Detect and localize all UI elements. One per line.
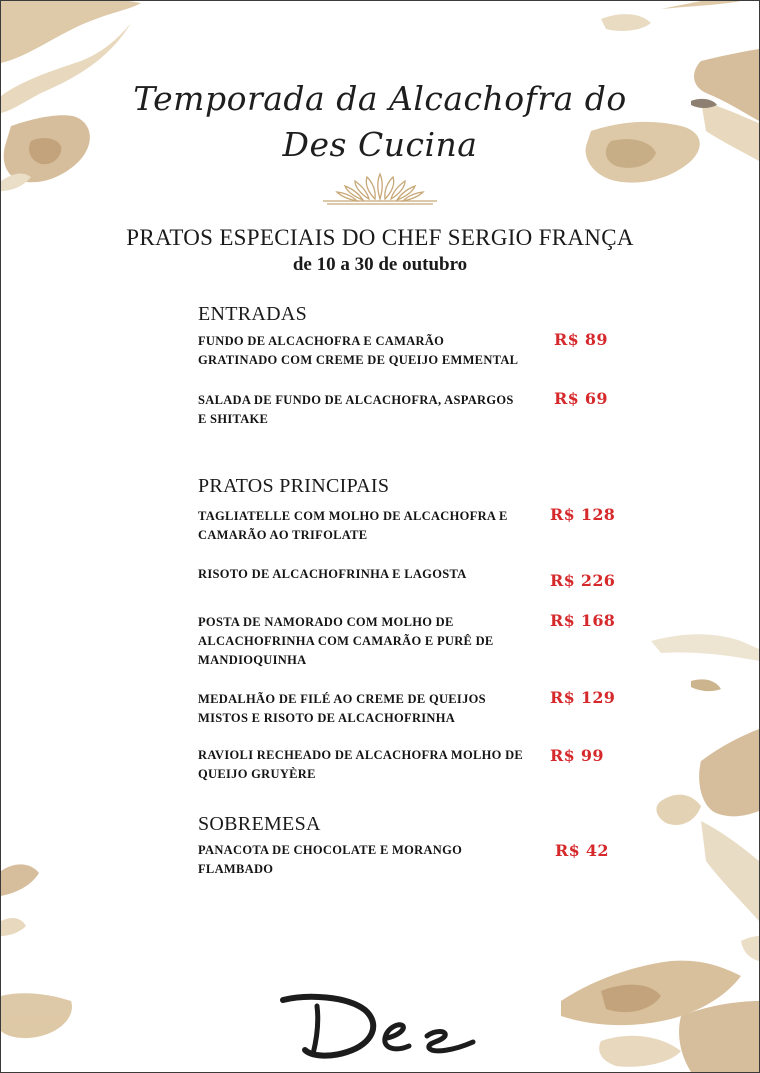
- menu-item-name: [198, 613, 538, 670]
- menu-item-price: R$ 226: [550, 571, 616, 590]
- des-cucina-logo: [277, 986, 487, 1062]
- menu-item-line: FLAMBADO: [198, 862, 274, 876]
- menu-item-line: ALCACHOFRINHA COM CAMARÃO E PURÊ DE: [198, 634, 494, 648]
- menu-item-name: [198, 332, 538, 370]
- menu-item-name: [198, 841, 538, 879]
- menu-item-name: [198, 565, 538, 584]
- menu-item-price: R$ 168: [550, 611, 616, 630]
- menu-item-price: R$ 129: [550, 688, 616, 707]
- menu-item-line: CAMARÃO AO TRIFOLATE: [198, 528, 368, 542]
- section-title-sobremesa: SOBREMESA: [198, 813, 321, 835]
- menu-title-line2: Des Cucina: [282, 125, 478, 164]
- menu-item-line: MANDIOQUINHA: [198, 653, 307, 667]
- menu-item-line: GRATINADO COM CREME DE QUEIJO EMMENTAL: [198, 353, 519, 367]
- menu-title-line1: Temporada da Alcachofra do: [133, 79, 627, 118]
- menu-item-price: R$ 69: [554, 389, 608, 408]
- menu-item-line: SALADA DE FUNDO DE ALCACHOFRA, ASPARGOS: [198, 393, 514, 407]
- menu-item-name: [198, 690, 538, 728]
- menu-item-line: PANACOTA DE CHOCOLATE E MORANGO: [198, 843, 463, 857]
- menu-item-line: MEDALHÃO DE FILÉ AO CREME DE QUEIJOS: [198, 692, 486, 706]
- menu-item-line: TAGLIATELLE COM MOLHO DE ALCACHOFRA E: [198, 509, 508, 523]
- menu-item-name: [198, 746, 538, 784]
- menu-item-price: R$ 89: [554, 330, 608, 349]
- menu-item-line: RISOTO DE ALCACHOFRINHA E LAGOSTA: [198, 567, 467, 581]
- menu-item-name: [198, 391, 538, 429]
- menu-item-price: R$ 99: [550, 746, 604, 765]
- menu-item-price: R$ 128: [550, 505, 616, 524]
- menu-item-line: E SHITAKE: [198, 412, 269, 426]
- section-title-entradas: ENTRADAS: [198, 303, 308, 325]
- menu-item-price: R$ 42: [555, 841, 609, 860]
- lotus-ornament-icon: [319, 171, 441, 205]
- menu-item-line: POSTA DE NAMORADO COM MOLHO DE: [198, 615, 454, 629]
- menu-item-line: QUEIJO GRUYÈRE: [198, 767, 316, 781]
- section-title-pratos-principais: PRATOS PRINCIPAIS: [198, 475, 390, 497]
- menu-item-line: RAVIOLI RECHEADO DE ALCACHOFRA MOLHO DE: [198, 748, 524, 762]
- menu-item-line: MISTOS E RISOTO DE ALCACHOFRINHA: [198, 711, 456, 725]
- date-range: de 10 a 30 de outubro: [292, 254, 468, 275]
- menu-item-line: FUNDO DE ALCACHOFRA E CAMARÃO: [198, 334, 445, 348]
- specials-heading: PRATOS ESPECIAIS DO CHEF SERGIO FRANÇA: [126, 225, 634, 250]
- menu-item-name: [198, 507, 538, 545]
